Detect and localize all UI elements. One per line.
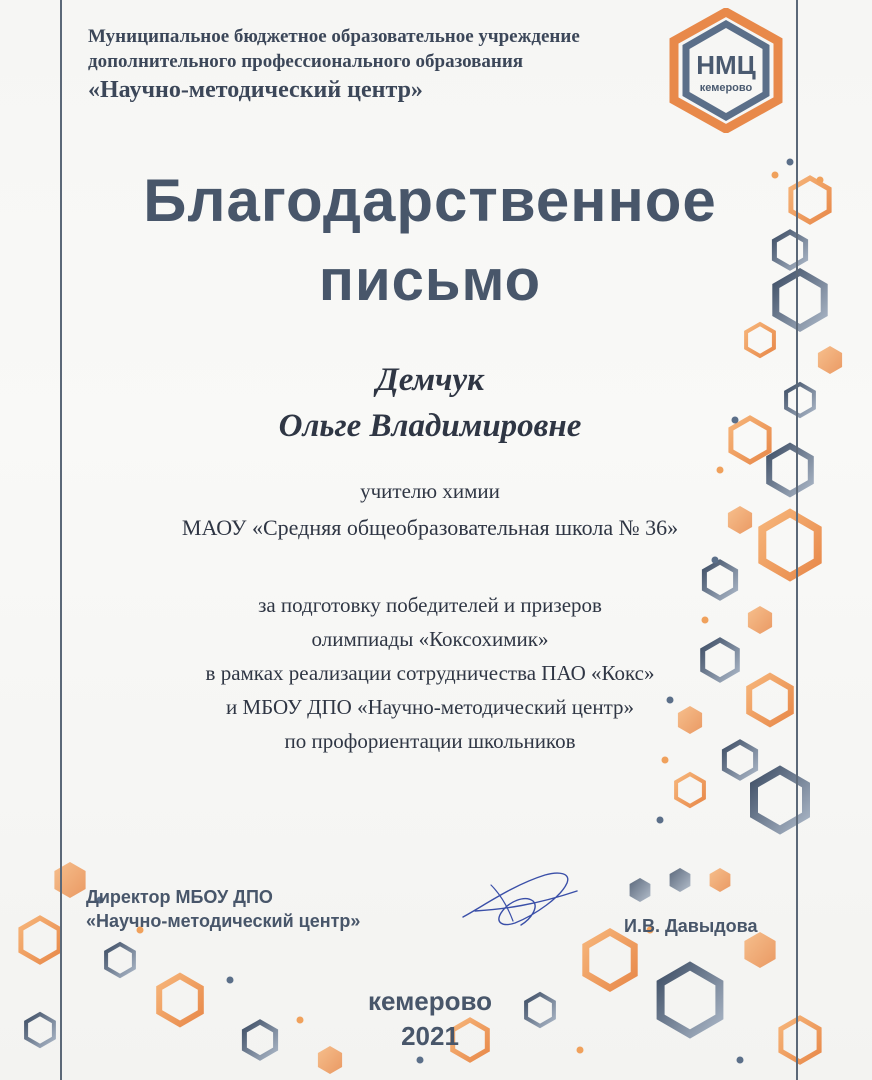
reason-line: по профориентации школьников: [284, 729, 576, 753]
logo-abbr: НМЦ: [696, 50, 756, 80]
organization-header: [88, 24, 648, 106]
reason-line: в рамках реализации сотрудничества ПАО «Кокс»: [205, 661, 655, 685]
reason-line: за подготовку победителей и призеров: [258, 593, 602, 617]
hexagon-shape: [21, 918, 59, 962]
pattern-dot: [817, 177, 824, 184]
organization-line-3: «Научно-методический центр»: [88, 77, 423, 103]
organization-line-1: Муниципальное бюджетное образовательное учреждение: [88, 26, 580, 47]
logo-city: кемерово: [699, 82, 753, 94]
footer-city: кемерово: [367, 986, 493, 1016]
recipient-given-name: Ольге Владимировне: [278, 408, 582, 444]
director-title-line-2: «Научно-методический центр»: [86, 911, 361, 931]
reason-line: и МБОУ ДПО «Научно-методический центр»: [225, 695, 634, 719]
hexagon-shape: [26, 1014, 54, 1046]
recipient-position: учителю химии: [360, 479, 500, 503]
handwritten-signature: [455, 865, 585, 935]
footer-year: 2021: [401, 1021, 459, 1051]
hexagon-shape: [818, 346, 842, 374]
organization-line-2: дополнительного профессионального образования: [88, 51, 524, 72]
title-line-2: письмо: [318, 248, 542, 313]
nmc-logo: [666, 8, 786, 133]
recipient-school: МАОУ «Средняя общеобразовательная школа № 36»: [181, 515, 679, 540]
director-title-line-1: Директор МБОУ ДПО: [86, 887, 273, 907]
director-title: [86, 885, 360, 933]
recipient-surname: Демчук: [376, 362, 484, 398]
title-line-1: Благодарственное: [143, 167, 717, 234]
signer-name: И.В. Давыдова: [624, 916, 758, 936]
reason-text: [60, 588, 800, 758]
reason-line: олимпиады «Коксохимик»: [311, 627, 549, 651]
